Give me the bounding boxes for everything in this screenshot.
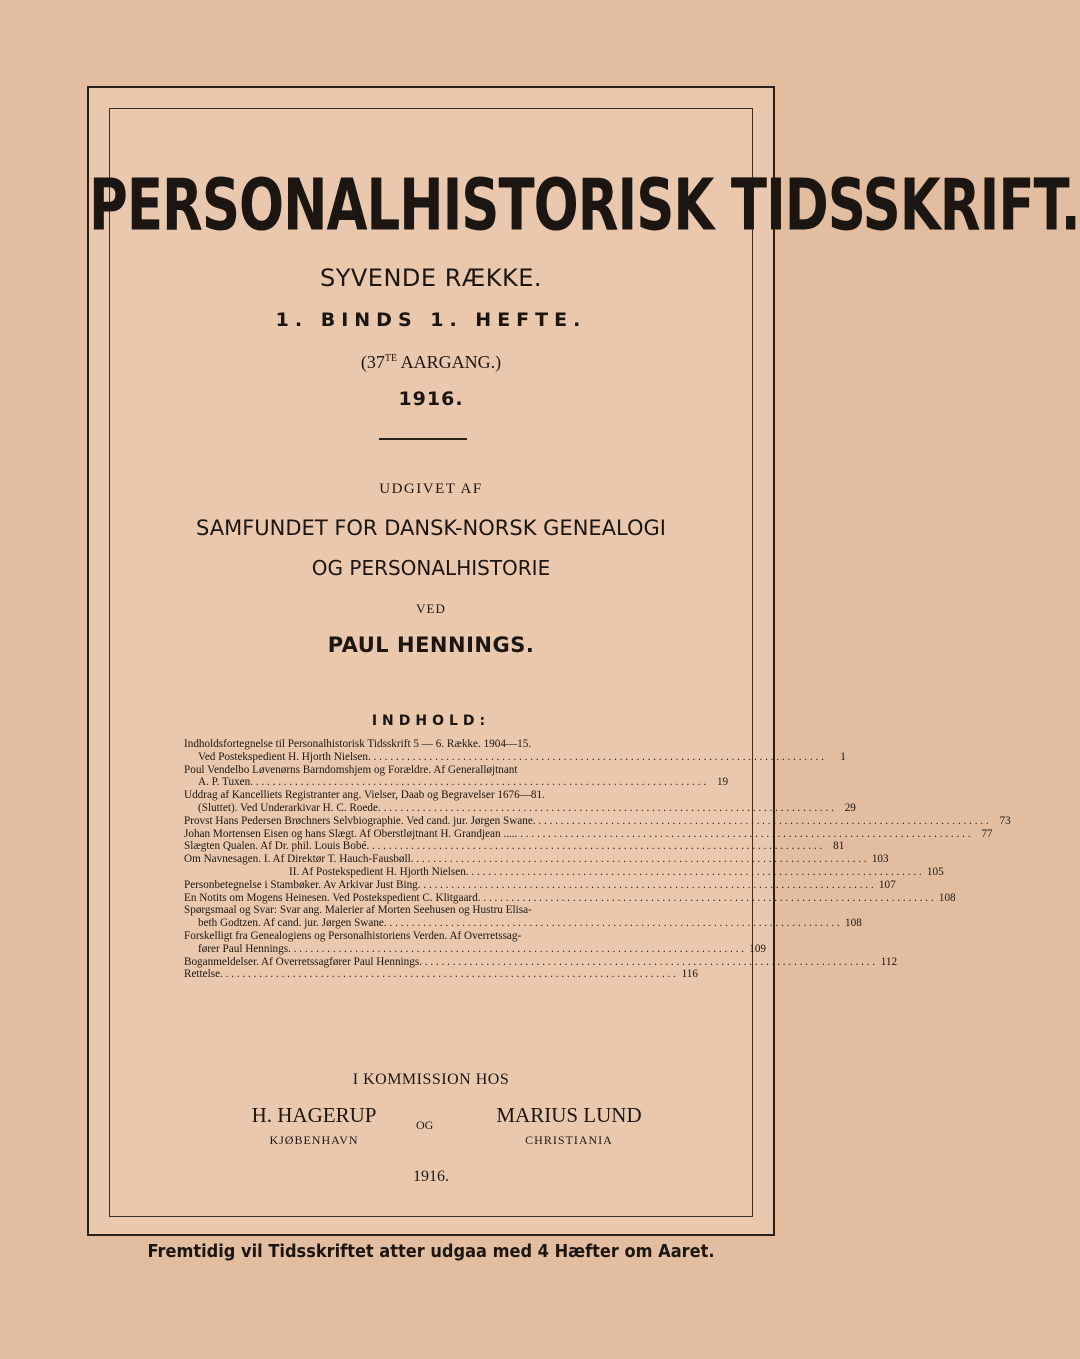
toc-leader-dots [418,879,874,892]
toc-line [184,865,944,879]
toc-page-number: 108 [845,917,862,930]
toc-page-number: 109 [749,942,766,955]
journal-title: PERSONALHISTORISK TIDSSKRIFT. [89,164,1080,247]
aargang-prefix: (37 [360,352,385,372]
toc-line [184,814,1011,828]
toc-entry-text: Om Navnesagen. I. Af Direktør T. Hauch-Fausbøll [184,853,411,866]
toc-line [184,891,956,905]
toc-entry-text: Uddrag af Kancelliets Registranter ang. Vielser, Daab og Begravelser 1676—81. [184,789,545,802]
toc-leader-dots [384,917,840,930]
toc-page-number: 116 [681,968,698,981]
toc-leader-dots [466,866,922,879]
volume-label: 1. BINDS 1. HEFTE. [275,309,587,331]
toc-entry-text: Forskelligt fra Genealogiens og Personalhistoriens Verden. Af Overretssag- [184,929,522,942]
toc-line [184,942,766,956]
toc-page-number: 73 [999,814,1011,827]
publisher-right-city: CHRISTIANIA [525,1133,613,1147]
aargang-suffix: AARGANG.) [397,352,502,372]
toc-page-number: 29 [844,801,856,814]
published-by-label: UDGIVET AF [379,481,483,497]
publisher-right-name: MARIUS LUND [496,1103,642,1127]
toc-page-number: 1 [840,750,846,763]
toc-leader-dots [288,943,744,956]
toc-leader-dots [411,853,867,866]
toc-entry-text: Provst Hans Pedersen Brøchners Selvbiographie. Ved cand. jur. Jørgen Swane [184,814,533,827]
toc-page-number: 108 [938,891,956,904]
aargang-label [89,352,773,373]
toc-leader-dots [478,892,934,905]
toc-entry-text: A. P. Tuxen [198,776,251,789]
toc-line [184,917,862,930]
toc-line [184,955,898,969]
contents-heading: INDHOLD: [371,713,491,729]
toc-entry-text: Poul Vendelbo Løvenørns Barndomshjem og Forældre. Af Generalløjtnant [184,763,518,776]
publisher-right [474,1103,664,1148]
toc-page-number: 77 [981,827,993,840]
toc-entry-text: Johan Mortensen Eisen og hans Slægt. Af Oberstløjtnant H. Grandjean .... [184,827,515,840]
toc-entry-text: Ved Postekspedient H. Hjorth Nielsen [198,750,368,763]
commission-label: I KOMMISSION HOS [352,1071,510,1088]
toc-entry-text: II. Af Postekspedient H. Hjorth Nielsen [289,865,466,878]
table-of-contents [184,738,1011,981]
publisher-left [229,1103,399,1148]
toc-entry-text: (Sluttet). Ved Underarkivar H. C. Roede [198,801,378,814]
toc-line [184,930,657,943]
notice-banner: Fremtidig vil Tidsskriftet atter udgaa med 4 Hæfter om Aaret. [147,1241,715,1262]
toc-page-number: 81 [833,840,845,853]
toc-line [184,801,856,815]
toc-page-number: 112 [880,955,898,968]
og-label: OG [416,1118,434,1132]
toc-line [184,968,698,981]
toc-line [184,750,846,764]
toc-page-number: 107 [878,878,896,891]
toc-page-number: 19 [716,776,729,789]
toc-leader-dots [515,828,971,841]
divider [379,438,467,440]
year-bottom-label: 1916. [413,1168,449,1185]
toc-leader-dots [366,840,822,853]
toc-line [184,827,993,841]
series-label: SYVENDE RÆKKE. [319,264,543,292]
toc-entry-text: Personbetegnelse i Stambøker. Av Arkivar Just Bing [184,878,418,891]
toc-entry-text: Slægten Qualen. Af Dr. phil. Louis Bobé [184,840,367,853]
toc-leader-dots [533,815,989,828]
toc-entry-text: fører Paul Hennings [198,942,289,955]
toc-line [184,853,889,866]
toc-line [184,789,657,802]
toc-leader-dots [220,968,676,981]
toc-line [184,776,729,789]
toc-line [184,904,657,917]
toc-entry-text: beth Godtzen. Af cand. jur. Jørgen Swane [198,917,384,930]
toc-entry-text: Boganmeldelser. Af Overretssagfører Paul Hennings [184,955,420,968]
toc-line [184,840,845,853]
publisher-left-city: KJØBENHAVN [269,1133,359,1147]
toc-page-number: 105 [926,865,944,878]
toc-line [184,878,896,892]
editor-name: PAUL HENNINGS. [327,633,535,657]
toc-leader-dots [368,751,824,764]
title-page [87,86,1080,1236]
toc-line [184,738,657,751]
society-name-line2: OG PERSONALHISTORIE [311,556,551,580]
toc-leader-dots [250,776,706,789]
toc-entry-text: En Notits om Mogens Heinesen. Ved Postekspedient C. Klitgaard [184,891,478,904]
ved-label: VED [416,601,446,616]
year-label: 1916. [398,388,464,410]
toc-entry-text: Indholdsfortegnelse til Personalhistorisk Tidsskrift 5 — 6. Række. 1904—15. [184,738,532,750]
toc-line [184,764,657,777]
toc-entry-text: Spørgsmaal og Svar: Svar ang. Malerier af Morten Seehusen og Hustru Elisa- [184,904,532,917]
society-name-line1: SAMFUNDET FOR DANSK-NORSK GENEALOGI [196,516,666,540]
toc-leader-dots [378,802,834,815]
toc-entry-text: Rettelse [184,968,221,981]
aargang-superscript: TE [384,353,398,364]
publisher-left-name: H. HAGERUP [251,1103,377,1127]
toc-page-number: 103 [871,853,889,866]
toc-leader-dots [419,956,875,969]
